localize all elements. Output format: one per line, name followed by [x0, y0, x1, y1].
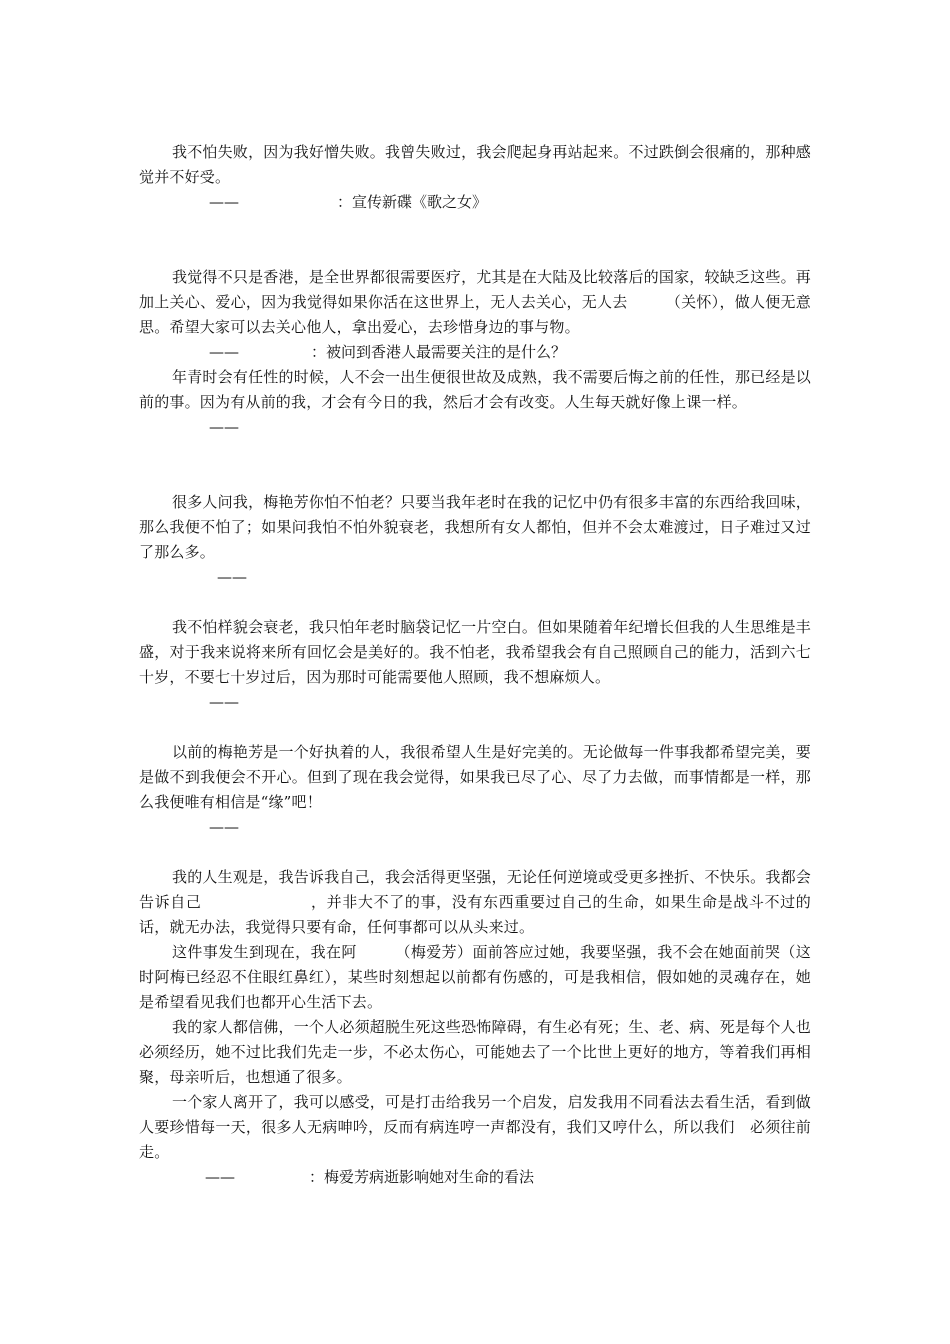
quote-block [139, 365, 811, 440]
source-note: ：被问到香港人最需要关注的是什么？ [311, 343, 567, 361]
quote-paragraph: 我不怕样貌会衰老，我只怕年老时脑袋记忆一片空白。但如果随着年纪增长但我的人生思维是丰盛，对于我来说将来所有回忆会是美好的。我不怕老，我希望我会有自己照顾自己的能力，活到六七十岁，不要七十岁过后，因为那时可能需要他人照顾，我不想麻烦人。 [139, 618, 811, 686]
quote-block [139, 615, 811, 715]
source-dash: —— [209, 343, 239, 361]
quote-paragraph: 我的家人都信佛，一个人必须超脱生死这些恐怖障碍，有生必有死；生、老、病、死是每个人也必须经历，她不过比我们先走一步，不必太伤心，可能她去了一个比世上更好的地方，等着我们再相聚，母亲听后，也想通了很多。 [139, 1018, 811, 1086]
quote-source [139, 815, 811, 840]
quote-block [139, 490, 811, 590]
source-dash: —— [209, 693, 239, 711]
quote-block [139, 265, 811, 365]
quote-source [139, 565, 811, 590]
quote-paragraph: 我觉得不只是香港，是全世界都很需要医疗，尤其是在大陆及比较落后的国家，较缺乏这些。再加上关心、爱心，因为我觉得如果你活在这世界上，无人去关心，无人去 （关怀），做人便无意思。希望大家可以去关心他人，拿出爱心，去珍惜身边的事与物。 [139, 268, 811, 336]
quote-source [139, 415, 811, 440]
quote-source [139, 190, 811, 215]
source-dash: —— [209, 193, 239, 211]
quote-source [139, 340, 811, 365]
quote-paragraph: 以前的梅艳芳是一个好执着的人，我很希望人生是好完美的。无论做每一件事我都希望完美，要是做不到我便会不开心。但到了现在我会觉得，如果我已尽了心、尽了力去做，而事情都是一样，那么我便唯有相信是“缘”吧！ [139, 743, 811, 811]
source-dash: —— [209, 818, 239, 836]
source-note: ：梅爱芳病逝影响她对生命的看法 [309, 1168, 535, 1186]
source-note: ：宣传新碟《歌之女》 [337, 193, 488, 211]
quote-source [139, 690, 811, 715]
quote-paragraph: 这件事发生到现在，我在阿 （梅爱芳）面前答应过她，我要坚强，我不会在她面前哭（这时阿梅已经忍不住眼红鼻红），某些时刻想起以前都有伤感的，可是我相信，假如她的灵魂存在，她是希望看见我们也都开心生活下去。 [139, 943, 811, 1011]
quote-paragraph: 年青时会有任性的时候，人不会一出生便很世故及成熟，我不需要后悔之前的任性，那已经是以前的事。因为有从前的我，才会有今日的我，然后才会有改变。人生每天就好像上课一样。 [139, 368, 811, 411]
quote-block [139, 140, 811, 215]
quote-paragraph: 我不怕失败，因为我好憎失败。我曾失败过，我会爬起身再站起来。不过跌倒会很痛的，那种感觉并不好受。 [139, 143, 811, 186]
quote-paragraph: 很多人问我，梅艳芳你怕不怕老？只要当我年老时在我的记忆中仍有很多丰富的东西给我回味，那么我便不怕了；如果问我怕不怕外貌衰老，我想所有女人都怕，但并不会太难渡过，日子难过又过了那么多。 [139, 493, 811, 561]
quote-paragraph: 我的人生观是，我告诉我自己，我会活得更坚强，无论任何逆境或受更多挫折、不快乐。我都会告诉自己 ，并非大不了的事，没有东西重要过自己的生命，如果生命是战斗不过的话，就无办法，我觉得只要有命，任何事都可以从头来过。 [139, 868, 811, 936]
quote-block [139, 865, 811, 1190]
source-dash: —— [217, 568, 247, 586]
quote-paragraph: 一个家人离开了，我可以感受，可是打击给我另一个启发，启发我用不同看法去看生活，看到做人要珍惜每一天，很多人无病呻吟，反而有病连哼一声都没有，我们又哼什么，所以我们 必须往前走。 [139, 1093, 811, 1161]
quote-source [139, 1165, 811, 1190]
source-dash: —— [205, 1168, 235, 1186]
quote-block [139, 740, 811, 840]
source-dash: —— [209, 418, 239, 436]
